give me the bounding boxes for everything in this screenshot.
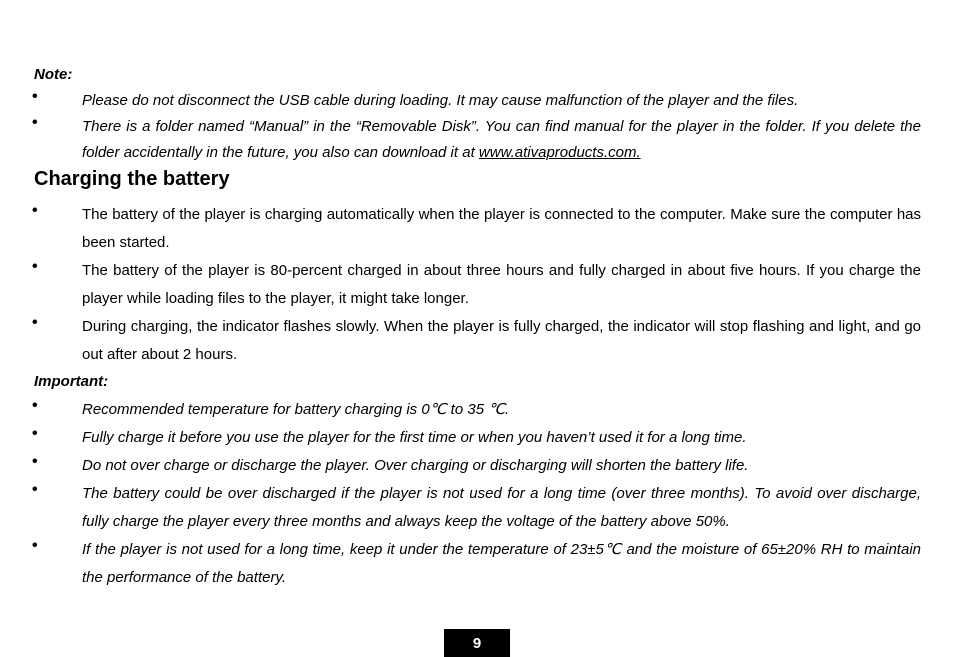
bullet-icon: • xyxy=(32,202,38,219)
important-item-text: The battery could be over discharged if the player is not used for a long time (over three months). To avoid over discharge, fully charge the player every three months and always keep the voltage of the battery above 50%. xyxy=(82,485,921,530)
list-item xyxy=(0,424,954,452)
list-item xyxy=(0,257,954,313)
website-link[interactable]: www.ativaproducts.com. xyxy=(478,144,641,161)
charging-item-text: The battery of the player is charging automatically when the player is connected to the computer. Make sure the computer has been started. xyxy=(82,206,921,251)
note-label: Note: xyxy=(34,66,73,83)
bullet-icon: • xyxy=(32,88,38,105)
important-list xyxy=(0,396,954,592)
important-item-text: If the player is not used for a long time, keep it under the temperature of 23±5℃ and the moisture of 65±20% RH to maintain the performance of the battery. xyxy=(82,541,921,586)
list-item xyxy=(0,201,954,257)
note-item-text: Please do not disconnect the USB cable during loading. It may cause malfunction of the player and the files. xyxy=(82,92,799,109)
page-number-badge: 9 xyxy=(444,629,510,657)
note-item-text xyxy=(82,114,921,166)
note-item-body: There is a folder named “Manual” in the “Removable Disk”. You can find manual for the player in the folder. If you delete the folder accidentally in the future, you also can download it at xyxy=(82,118,921,161)
list-item xyxy=(0,313,954,369)
bullet-icon: • xyxy=(32,481,38,498)
list-item xyxy=(0,452,954,480)
list-item xyxy=(0,114,954,166)
charging-list xyxy=(0,201,954,369)
bullet-icon: • xyxy=(32,258,38,275)
bullet-icon: • xyxy=(32,537,38,554)
important-label: Important: xyxy=(34,373,109,390)
important-item-text: Do not over charge or discharge the player. Over charging or discharging will shorten the battery life. xyxy=(82,457,749,474)
bullet-icon: • xyxy=(32,425,38,442)
note-list xyxy=(0,88,954,166)
bullet-icon: • xyxy=(32,314,38,331)
bullet-icon: • xyxy=(32,397,38,414)
list-item xyxy=(0,396,954,424)
charging-item-text: The battery of the player is 80-percent charged in about three hours and fully charged in about five hours. If you charge the player while loading files to the player, it might take longer. xyxy=(82,262,921,307)
bullet-icon: • xyxy=(32,453,38,470)
section-heading: Charging the battery xyxy=(34,168,230,190)
bullet-icon: • xyxy=(32,114,38,131)
list-item xyxy=(0,536,954,592)
list-item xyxy=(0,480,954,536)
important-item-text: Recommended temperature for battery charging is 0℃ to 35 ℃. xyxy=(82,401,510,418)
important-item-text: Fully charge it before you use the player for the first time or when you haven’t used it for a long time. xyxy=(82,429,747,446)
list-item xyxy=(0,88,954,114)
charging-item-text: During charging, the indicator flashes slowly. When the player is fully charged, the indicator will stop flashing and light, and go out after about 2 hours. xyxy=(82,318,921,363)
